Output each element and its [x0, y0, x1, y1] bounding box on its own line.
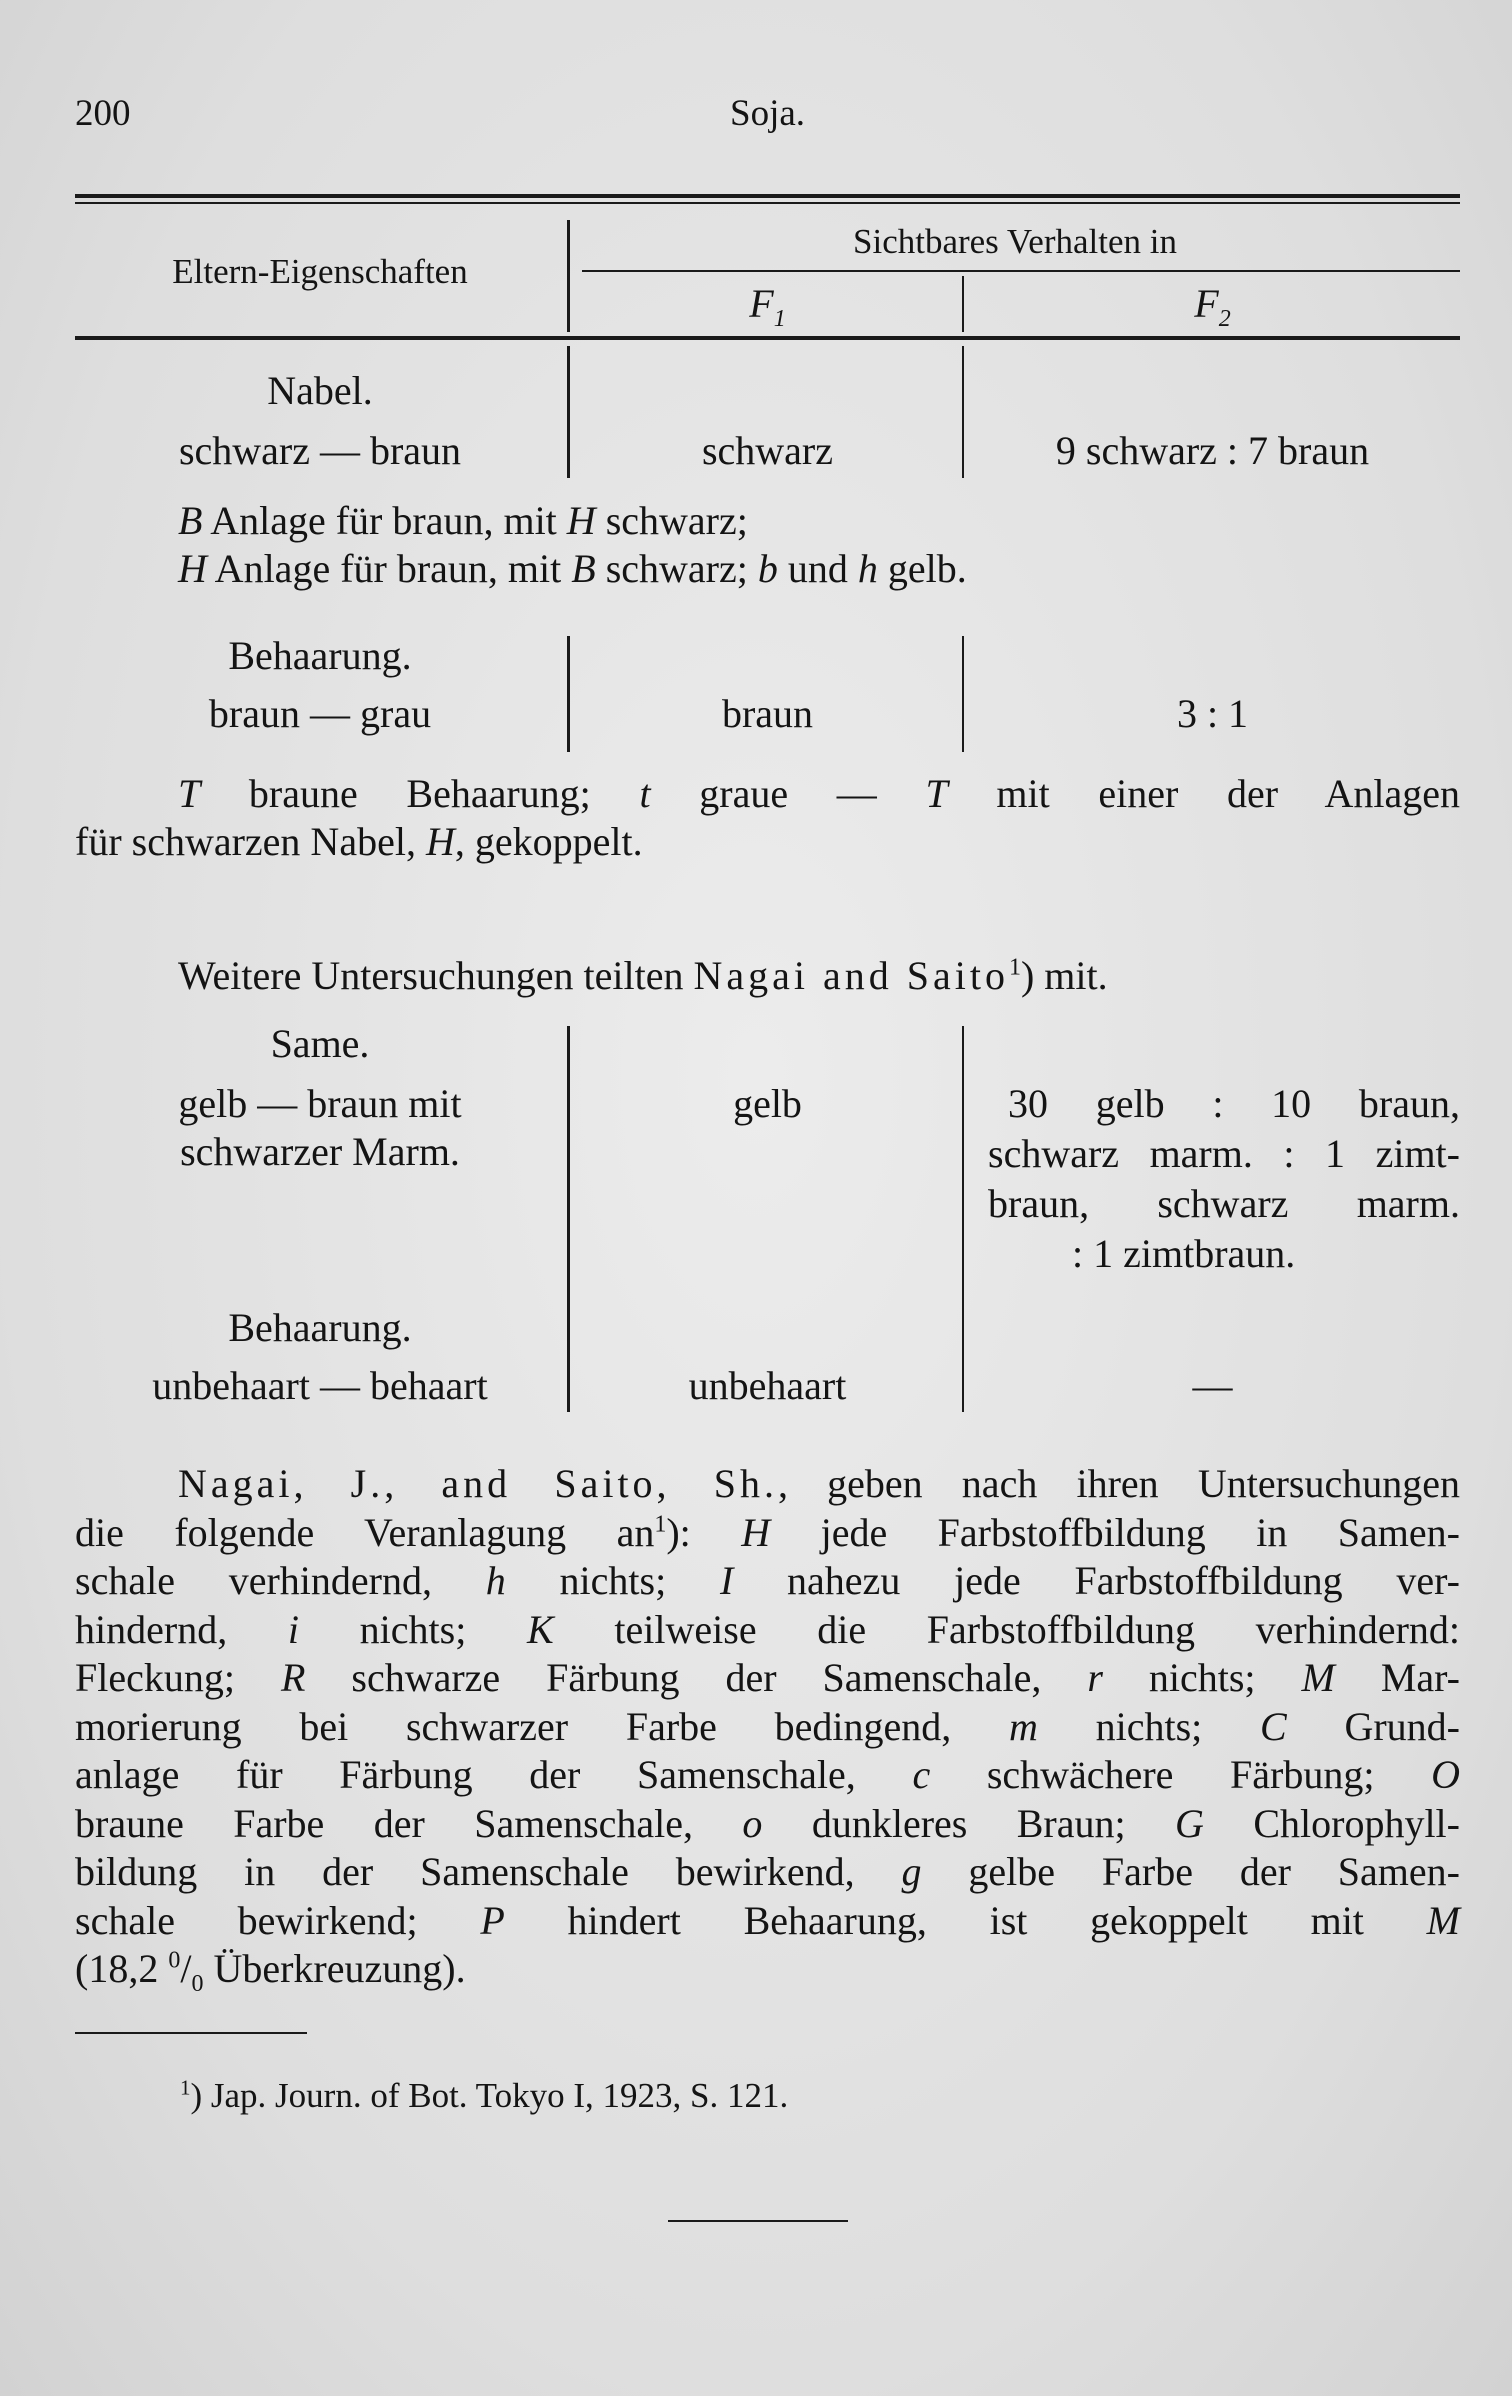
parents-behaarung: braun — grau	[208, 691, 432, 736]
f1-nabel: schwarz	[701, 428, 834, 473]
table-top-rule	[75, 194, 1460, 198]
section-heading-same: Same.	[270, 1021, 370, 1066]
note-nabel-2: H Anlage für braun, mit B schwarz; b und h gelb.	[178, 546, 967, 591]
f2-same-4: : 1 zimtbraun.	[1072, 1231, 1296, 1276]
table-header-visible: Sichtbares Verhalten in	[853, 222, 1177, 261]
f1-same: gelb	[733, 1081, 802, 1126]
intro-sentence: Weitere Untersuchungen teilten Nagai and Saito$^1$) mit.	[178, 953, 1108, 998]
section-heading-behaarung: Behaarung.	[228, 633, 412, 678]
parents-same-1: gelb — braun mit	[178, 1081, 462, 1126]
table-header-parents: Eltern-Eigenschaften	[172, 252, 468, 291]
note-behaarung-2: für schwarzen Nabel, H, gekoppelt.	[75, 819, 643, 864]
table-header-subrule	[582, 270, 1460, 272]
parents-same-2: schwarzer Marm.	[180, 1129, 460, 1174]
column-f2: $F_2$	[1194, 281, 1231, 332]
note-nabel-1: B Anlage für braun, mit H schwarz;	[178, 498, 748, 543]
f2-behaarung: 3 : 1	[1176, 691, 1249, 736]
f2-same-1: 30 gelb : 10 braun,	[1008, 1081, 1460, 1126]
section-heading-nabel: Nabel.	[267, 368, 373, 413]
f2-nabel: 9 schwarz : 7 braun	[1055, 428, 1370, 473]
running-title: Soja.	[730, 93, 806, 134]
column-divider-2	[962, 276, 964, 332]
body-paragraph: Nagai, J., and Saito, Sh., geben nach ihren Untersuchungen die folgende Veranlagung $an^1$): H jede Farbstoffbildung in Samen- schale verhindernd, h nichts; I nahezu jede Farbstoffbildung ver- hindernd, i nichts; K teilweise die Farbstoffbildung verhindernd: Fleckung; R schwarze Färbung der Samenschale, r nichts; M Mar- morierung bei schwarzer Farbe bedingend, m nichts; C Grund- anlage für Färbung der Samenschale, c schwächere Färbung; O braune Farbe der Samenschale, o dunkleres Braun; G Chlorophyll- bildung in der Samenschale bewirkend, g gelbe Farbe der Samen- schale bewirkend; P hindert Behaarung, ist gekoppelt mit M (18,2 $^0/_0$ Überkreuzung).	[75, 1461, 1460, 1997]
f1-behaarung: braun	[721, 691, 814, 736]
note-behaarung-1: T braune Behaarung; t graue — T mit einer der Anlagen	[178, 771, 1461, 816]
page-number: 200	[75, 93, 131, 134]
parents-nabel: schwarz — braun	[178, 428, 462, 473]
f1-behaarung-2: unbehaart	[688, 1363, 847, 1408]
table-header-bottom-rule	[75, 336, 1460, 340]
section-heading-behaarung-2: Behaarung.	[228, 1305, 412, 1350]
parents-behaarung-2: unbehaart — behaart	[152, 1363, 488, 1408]
footnote: $^1$) Jap. Journ. of Bot. Tokyo I, 1923, S. 121.	[180, 2075, 789, 2115]
end-rule	[668, 2220, 848, 2222]
column-f1: $F_1$	[749, 281, 786, 332]
table-top-rule-thin	[75, 202, 1460, 204]
column-divider-1	[567, 220, 570, 332]
f2-same-2: schwarz marm. : 1 zimt-	[988, 1131, 1460, 1176]
f2-behaarung-2: —	[1192, 1363, 1233, 1408]
footnote-rule	[75, 2032, 307, 2034]
f2-same-3: braun, schwarz marm.	[988, 1181, 1460, 1226]
